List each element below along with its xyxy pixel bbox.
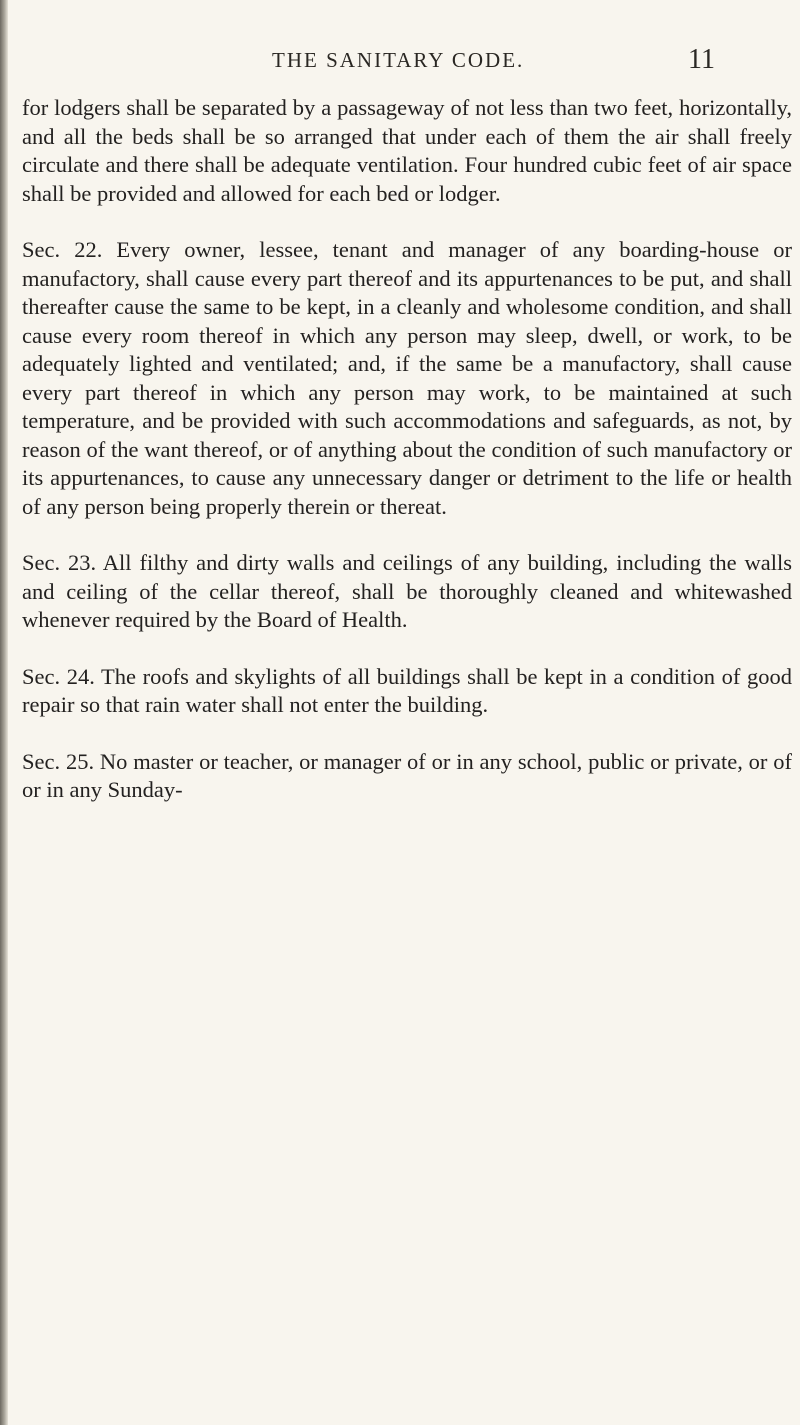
body-text [22,94,792,805]
paragraph-sec-23: Sec. 23. All filthy and dirty walls and ceilings of any building, including the walls and ceiling of the cellar thereof, shall be thoroughly cleaned and whitewashed whenever required by the Board of Health. [22,550,792,632]
paragraph-continuation: for lodgers shall be separated by a passageway of not less than two feet, horizontally, and all the beds shall be so arranged that under each of them the air shall freely circulate and there shall be adequate ventilation. Four hundred cubic feet of air space shall be provided and allowed for each bed or lodger. [22,95,792,206]
page-binding-edge [0,0,8,1425]
paragraph-sec-25: Sec. 25. No master or teacher, or manager of or in any school, public or private, or of or in any Sunday- [22,748,792,802]
paragraph-sec-24: Sec. 24. The roofs and skylights of all buildings shall be kept in a condition of good repair so that rain water shall not enter the building. [22,663,792,717]
running-header [0,44,800,84]
page-number: 11 [688,44,715,75]
paragraph-sec-22: Sec. 22. Every owner, lessee, tenant and manager of any boarding-house or manufactory, shall cause every part thereof and its appurtenances to be put, and shall thereafter cause the same to be kept, in a cleanly and wholesome condition, and shall cause every room thereof in which any person may sleep, dwell, or work, to be adequately lighted and ventilated; and, if the same be a manufactory, shall cause every part thereof in which any person may work, to be maintained at such temperature, and be provided with such accommodations and safeguards, as not, by reason of the want thereof, or of anything about the condition of such manufactory or its appurtenances, to cause any unnecessary danger or detriment to the life or health of any person being properly therein or thereat. [22,237,792,519]
running-title: THE SANITARY CODE. [272,48,525,72]
